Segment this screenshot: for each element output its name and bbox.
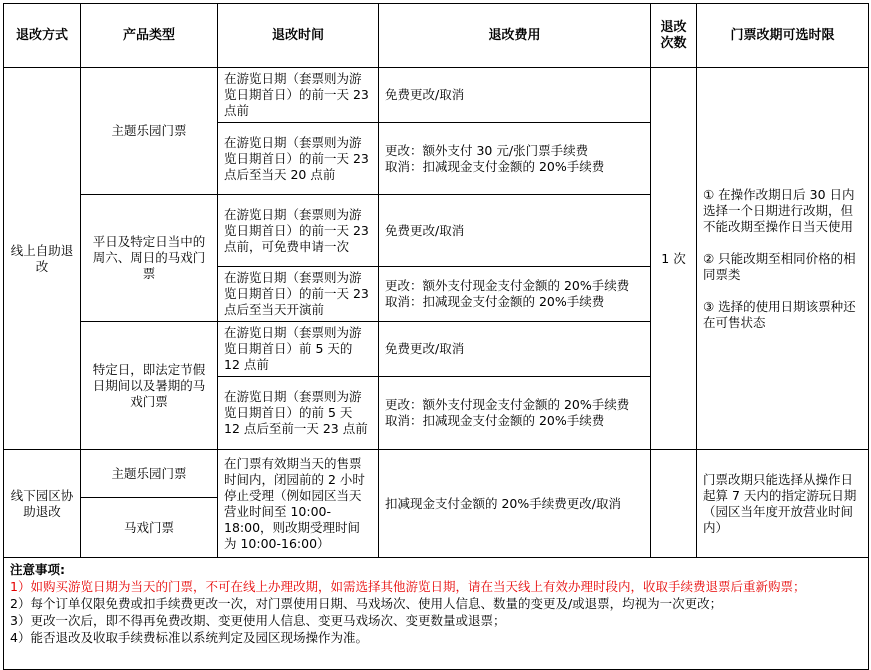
product-cell: 平日及特定日当中的周六、周日的马戏门票 (81, 195, 218, 322)
notes-title: 注意事项: (10, 562, 65, 577)
fee-cell (379, 267, 651, 322)
header-fee: 退改费用 (379, 4, 651, 68)
fee-line: 更改：额外支付现金支付金额的 20%手续费 (385, 278, 630, 293)
time-cell: 在游览日期（套票则为游览日期首日）前 5 天的 12 点前 (218, 322, 379, 377)
fee-cell (379, 195, 651, 267)
notes-row (4, 558, 869, 670)
fee-line: 更改：额外支付现金支付金额的 20%手续费 (385, 397, 630, 412)
refund-policy-table (3, 3, 869, 670)
product-cell: 马戏门票 (81, 498, 218, 558)
time-cell: 在游览日期（套票则为游览日期首日）的前一天 23 点前 (218, 68, 379, 123)
header-row (4, 4, 869, 68)
offline-fee-cell: 扣减现金支付金额的 20%手续费更改/取消 (379, 450, 651, 558)
note-item: 3）更改一次后，即不得再免费改期、变更使用人信息、变更马戏场次、变更数量或退票； (10, 613, 506, 628)
rule-line: ① 在操作改期日后 30 日内选择一个日期进行改期，但不能改期至操作日当天使用 (703, 186, 855, 234)
rule-line: ③ 选择的使用日期该票种还在可售状态 (703, 298, 856, 330)
product-cell: 主题乐园门票 (81, 450, 218, 498)
fee-line: 免费更改/取消 (385, 222, 465, 238)
notes-cell (4, 558, 869, 670)
fee-cell (379, 68, 651, 123)
header-time: 退改时间 (218, 4, 379, 68)
note-item: 1）如购买游览日期为当天的门票，不可在线上办理改期，如需选择其他游览日期，请在当天线上有效办理时段内，收取手续费退票后重新购票； (10, 579, 806, 594)
offline-rule-cell: 门票改期只能选择从操作日起算 7 天内的指定游玩日期（园区当年度开放营业时间内） (697, 450, 869, 558)
time-cell: 在游览日期（套票则为游览日期首日）的前一天 23 点前，可免费申请一次 (218, 195, 379, 267)
note-item: 2）每个订单仅限免费或扣手续费更改一次，对门票使用日期、马戏场次、使用人信息、数量的变更及/或退票，均视为一次更改； (10, 596, 723, 611)
table-row (4, 68, 869, 123)
fee-line: 更改：额外支付 30 元/张门票手续费 (385, 142, 589, 158)
fee-cell (379, 322, 651, 377)
offline-count-cell (651, 450, 697, 558)
fee-cell (379, 123, 651, 195)
header-product: 产品类型 (81, 4, 218, 68)
header-rule: 门票改期可选时限 (697, 4, 869, 68)
table-row (4, 450, 869, 498)
time-cell: 在游览日期（套票则为游览日期首日）的前一天 23 点后至当天 20 点前 (218, 123, 379, 195)
offline-time-cell: 在门票有效期当天的售票时间内，闭园前的 2 小时停止受理（例如园区当天营业时间至 10:00-18:00，则改期受理时间为 10:00-16:00） (218, 450, 379, 558)
fee-line: 免费更改/取消 (385, 87, 465, 102)
header-count: 退改次数 (651, 4, 697, 68)
fee-line: 取消：扣减现金支付金额的 20%手续费 (385, 413, 605, 428)
fee-cell (379, 377, 651, 450)
fee-line: 取消：扣减现金支付金额的 20%手续费 (385, 294, 605, 309)
note-item: 4）能否退改及收取手续费标准以系统判定及园区现场操作为准。 (10, 630, 368, 645)
fee-line: 取消：扣减现金支付金额的 20%手续费 (385, 158, 605, 174)
online-rules-cell (697, 68, 869, 450)
online-method-cell: 线上自助退改 (4, 68, 81, 450)
product-cell: 特定日，即法定节假日期间以及暑期的马戏门票 (81, 322, 218, 450)
offline-method-cell: 线下园区协助退改 (4, 450, 81, 558)
online-count-cell: 1 次 (651, 68, 697, 450)
time-cell: 在游览日期（套票则为游览日期首日）的前一天 23 点后至当天开演前 (218, 267, 379, 322)
rule-line: ② 只能改期至相同价格的相同票类 (703, 250, 856, 282)
fee-line: 免费更改/取消 (385, 341, 465, 356)
header-method: 退改方式 (4, 4, 81, 68)
time-cell: 在游览日期（套票则为游览日期首日）的前 5 天 12 点后至前一天 23 点前 (218, 377, 379, 450)
product-cell: 主题乐园门票 (81, 68, 218, 195)
